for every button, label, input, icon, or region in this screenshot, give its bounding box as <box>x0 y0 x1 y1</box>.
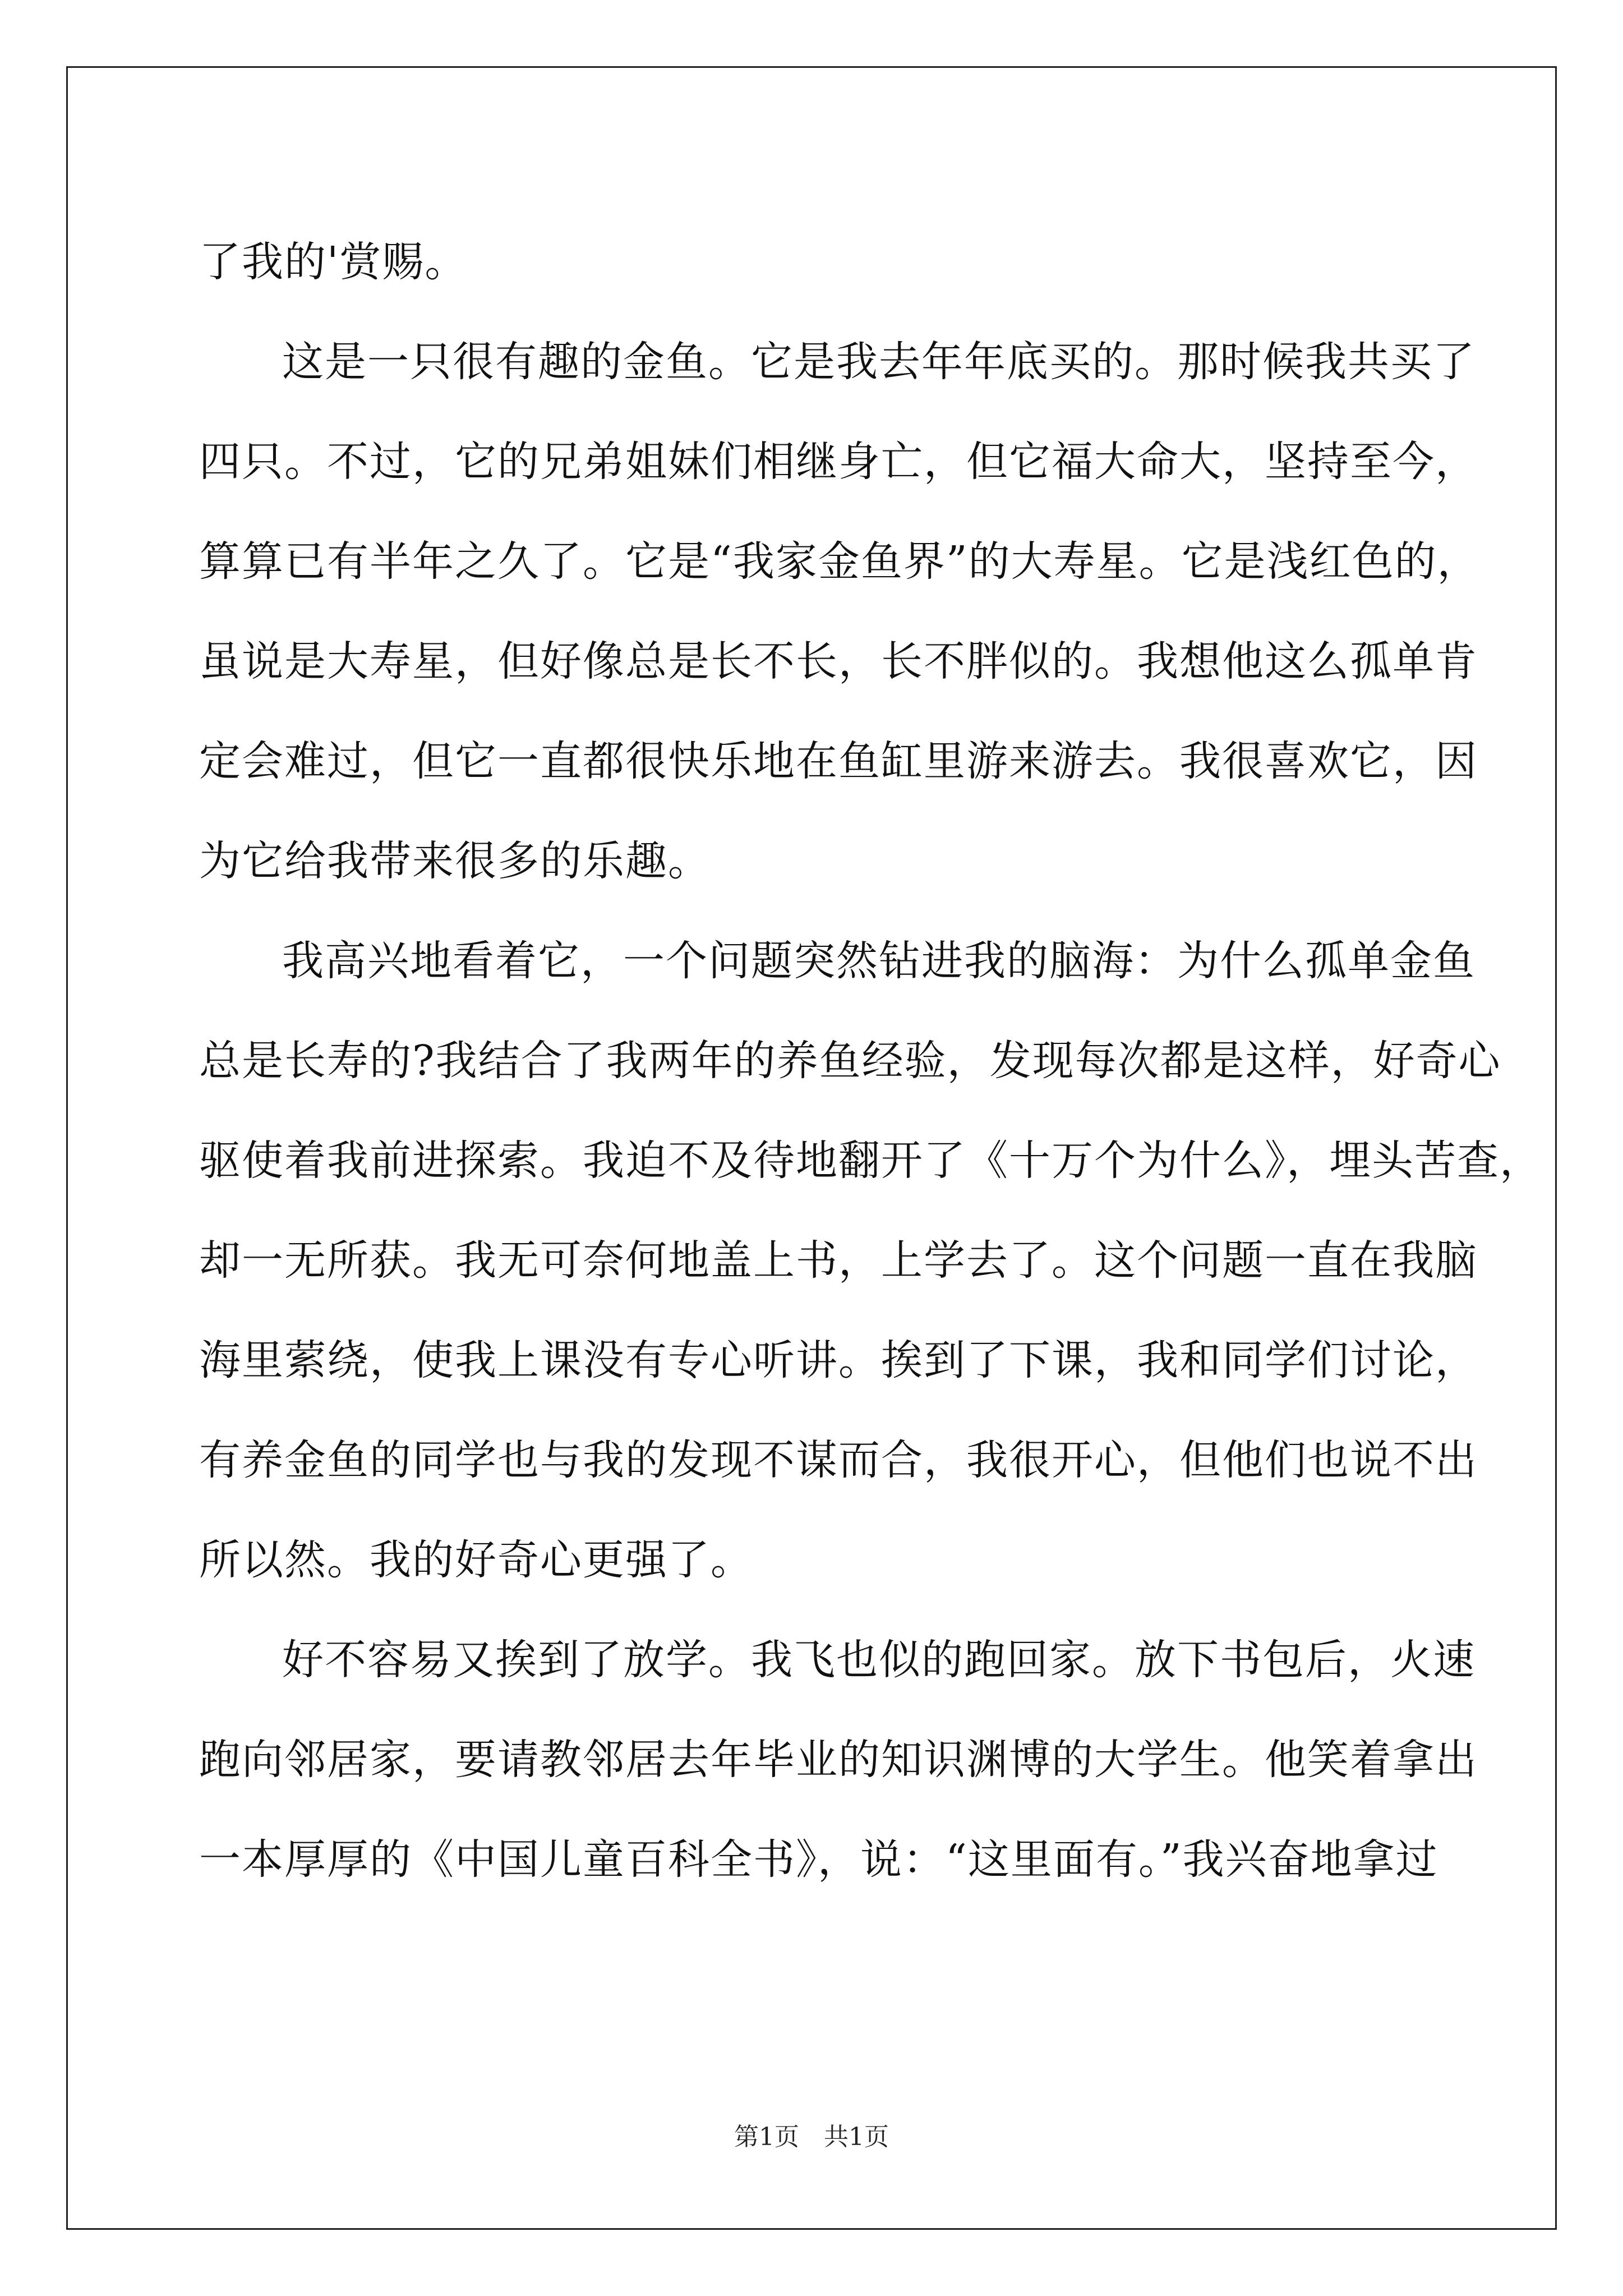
text-line: 为它给我带来很多的乐趣。 <box>199 837 711 885</box>
text-line: 算算已有半年之久了。它是“我家金鱼界”的大寿星。它是浅红色的， <box>199 537 1480 586</box>
text-line: 总是长寿的?我结合了我两年的养鱼经验，发现每次都是这样，好奇心 <box>199 1037 1501 1085</box>
text-line: 有养金鱼的同学也与我的发现不谋而合，我很开心，但他们也说不出 <box>199 1436 1478 1484</box>
text-line: 却一无所获。我无可奈何地盖上书，上学去了。这个问题一直在我脑 <box>199 1236 1478 1285</box>
text-line: 一本厚厚的《中国儿童百科全书》，说：“这里面有。”我兴奋地拿过 <box>199 1835 1438 1884</box>
text-line: 驱使着我前进探索。我迫不及待地翻开了《十万个为什么》，埋头苦查， <box>199 1137 1542 1185</box>
text-line: 四只。不过，它的兄弟姐妹们相继身亡，但它福大命大，坚持至今， <box>199 438 1478 486</box>
text-line: 好不容易又挨到了放学。我飞也似的跑回家。放下书包后，火速 <box>282 1636 1476 1684</box>
text-line: 海里萦绕，使我上课没有专心听讲。挨到了下课，我和同学们讨论， <box>199 1336 1478 1384</box>
text-line: 跑向邻居家，要请教邻居去年毕业的知识渊博的大学生。他笑着拿出 <box>199 1736 1478 1784</box>
text-line: 所以然。我的好奇心更强了。 <box>199 1536 753 1584</box>
page-number: 第1页 共1页 <box>734 2123 889 2151</box>
text-line: 我高兴地看着它，一个问题突然钻进我的脑海：为什么孤单金鱼 <box>282 937 1476 985</box>
document-body <box>199 212 1542 1910</box>
text-line: 虽说是大寿星，但好像总是长不长，长不胖似的。我想他这么孤单肯 <box>199 637 1478 685</box>
text-line: 这是一只很有趣的金鱼。它是我去年年底买的。那时候我共买了 <box>282 338 1476 386</box>
text-line: 了我的'赏赐。 <box>199 238 468 286</box>
text-line: 定会难过，但它一直都很快乐地在鱼缸里游来游去。我很喜欢它，因 <box>199 737 1478 785</box>
